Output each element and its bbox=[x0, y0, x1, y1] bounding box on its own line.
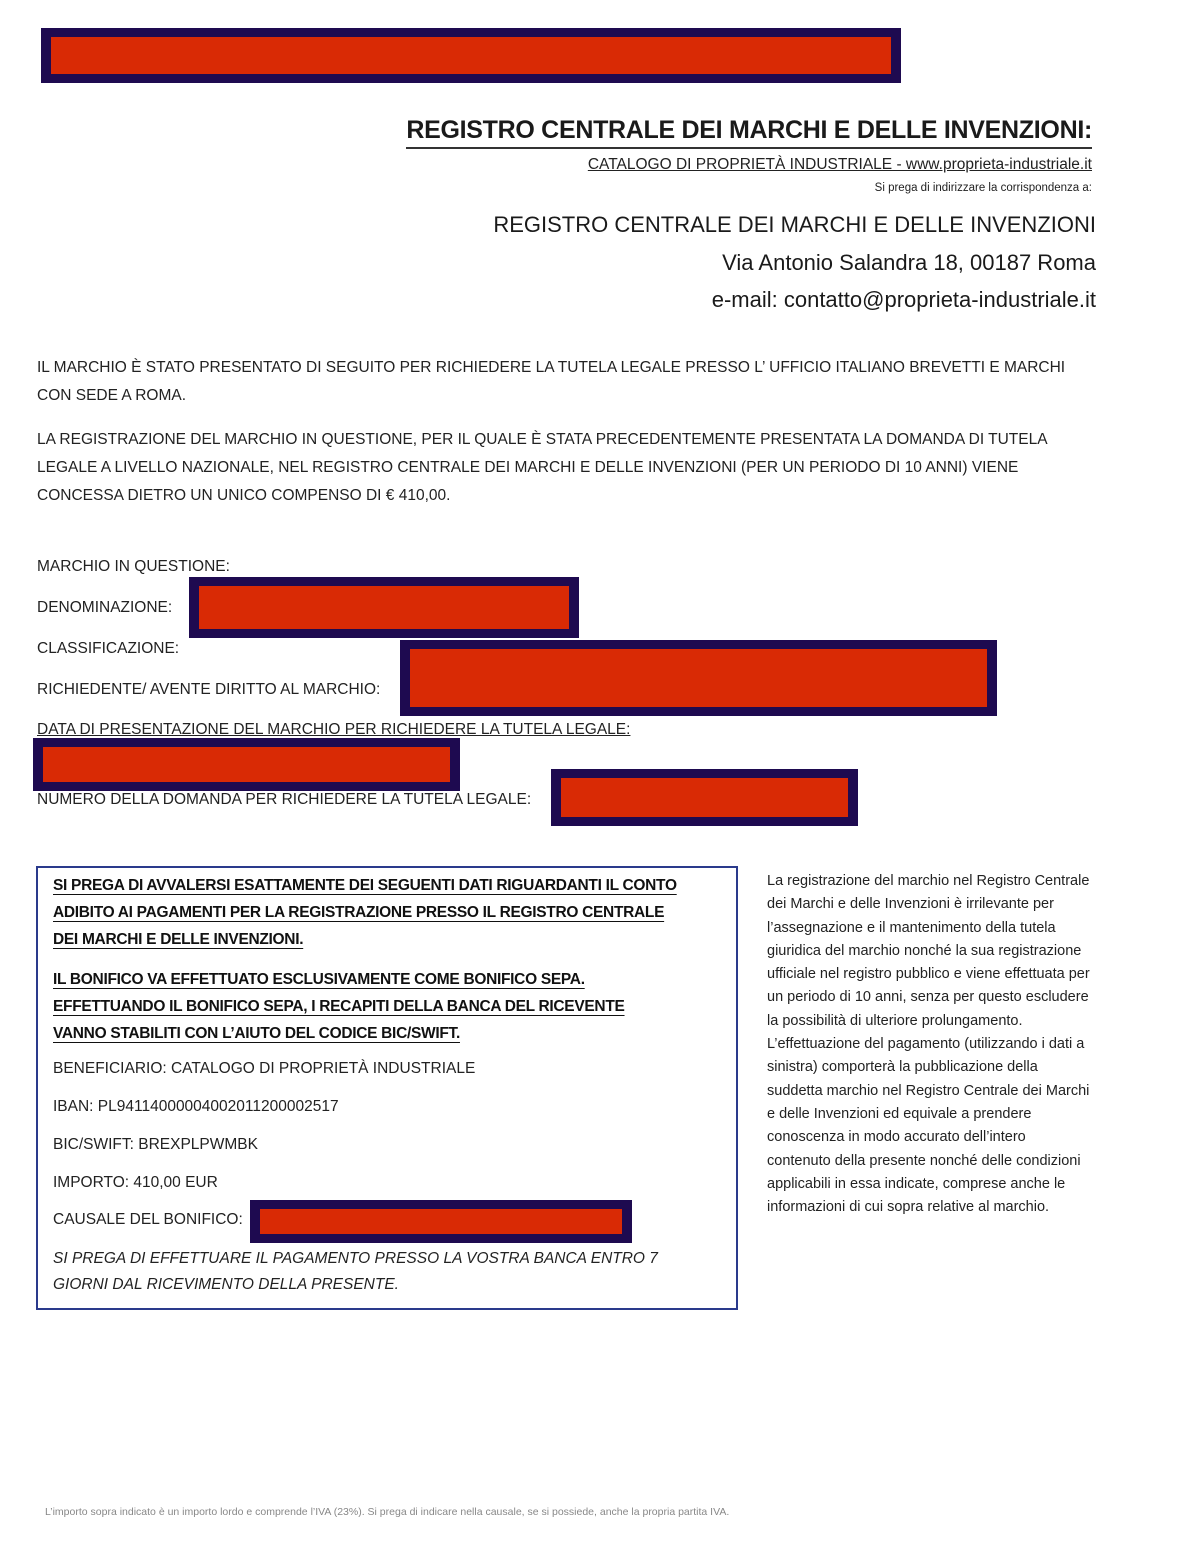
payment-instruction-account: SI PREGA DI AVVALERSI ESATTAMENTE DEI SEGUENTI DATI RIGUARDANTI IL CONTO ADIBITO AI PAGAMENTI PER LA REGISTRAZIONE PRESSO IL REGISTRO CENTRALE DEI MARCHI E DELLE INVENZIONI. bbox=[53, 877, 677, 948]
bic-swift-line: BIC/SWIFT: BREXPLPWMBK bbox=[53, 1136, 258, 1153]
redaction-fill bbox=[561, 778, 848, 817]
correspondence-note: Si prega di indirizzare la corrispondenza a: bbox=[874, 182, 1092, 194]
redaction-fill bbox=[410, 649, 987, 707]
beneficiario-line: BENEFICIARIO: CATALOGO DI PROPRIETÀ INDUSTRIALE bbox=[53, 1060, 476, 1077]
redaction-fill bbox=[43, 747, 450, 782]
redaction-fill bbox=[51, 37, 891, 74]
denominazione-label: DENOMINAZIONE: bbox=[37, 599, 173, 616]
classificazione-label: CLASSIFICAZIONE: bbox=[37, 640, 180, 657]
redacted-data-presentazione bbox=[33, 738, 460, 791]
causale-label: CAUSALE DEL BONIFICO: bbox=[53, 1211, 243, 1228]
data-presentazione-label: DATA DI PRESENTAZIONE DEL MARCHIO PER RICHIEDERE LA TUTELA LEGALE: bbox=[37, 721, 631, 738]
importo-line: IMPORTO: 410,00 EUR bbox=[53, 1174, 218, 1191]
richiedente-label: RICHIEDENTE/ AVENTE DIRITTO AL MARCHIO: bbox=[37, 681, 381, 698]
redacted-causale bbox=[250, 1200, 632, 1243]
address-name: REGISTRO CENTRALE DEI MARCHI E DELLE INVENZIONI bbox=[493, 212, 1096, 237]
redacted-sender-block bbox=[41, 28, 901, 83]
catalog-subtitle-link[interactable]: CATALOGO DI PROPRIETÀ INDUSTRIALE - www.proprieta-industriale.it bbox=[587, 156, 1092, 173]
side-disclaimer: La registrazione del marchio nel Registro Centrale dei Marchi e delle Invenzioni è irrilevante per l’assegnazione e il mantenimento della tutela giuridica del marchio nonché la sua registrazione ufficiale nel registro pubblico e viene effettuata per un periodo di 10 anni, senza per questo escludere la possibilità di ulteriore prolungamento. L’effettuazione del pagamento (utilizzando i dati a sinistra) comporterà la pubblicazione della suddetta marchio nel Registro Centrale dei Marchi e delle Invenzioni ed equivale a prendere conoscenza in modo accurato dell’intero contenuto della presente nonché delle condizioni applicabili in essa indicate, comprese anche le informazioni di cui sopra relative al marchio. bbox=[767, 873, 1090, 1216]
fee-paragraph: LA REGISTRAZIONE DEL MARCHIO IN QUESTIONE, PER IL QUALE È STATA PRECEDENTEMENTE PRESENTATA LA DOMANDA DI TUTELA LEGALE A LIVELLO NAZIONALE, NEL REGISTRO CENTRALE DEI MARCHI E DELLE INVENZIONI (PER UN PERIODO DI 10 ANNI) VIENE CONCESSA DIETRO UN UNICO COMPENSO DI € 410,00. bbox=[37, 431, 1047, 504]
redaction-fill bbox=[260, 1209, 622, 1234]
redaction-fill bbox=[199, 586, 569, 629]
iban-line: IBAN: PL94114000004002011200002517 bbox=[53, 1098, 339, 1115]
redacted-numero-domanda bbox=[551, 769, 858, 826]
redacted-richiedente bbox=[400, 640, 997, 716]
vat-footnote: L’importo sopra indicato è un importo lordo e comprende l’IVA (23%). Si prega di indicare nella causale, se si possiede, anche la propria partita IVA. bbox=[45, 1506, 730, 1518]
address-street: Via Antonio Salandra 18, 00187 Roma bbox=[722, 250, 1096, 275]
trademark-section-label: MARCHIO IN QUESTIONE: bbox=[37, 558, 230, 575]
document-title: REGISTRO CENTRALE DEI MARCHI E DELLE INVENZIONI: bbox=[406, 116, 1092, 149]
payment-instruction-sepa: IL BONIFICO VA EFFETTUATO ESCLUSIVAMENTE COME BONIFICO SEPA. EFFETTUANDO IL BONIFICO SEPA, I RECAPITI DELLA BANCA DEL RICEVENTE VANNO STABILITI CON L’AIUTO DEL CODICE BIC/SWIFT. bbox=[53, 971, 625, 1042]
payment-deadline-note: SI PREGA DI EFFETTUARE IL PAGAMENTO PRESSO LA VOSTRA BANCA ENTRO 7 GIORNI DAL RICEVIMENTO DELLA PRESENTE. bbox=[53, 1250, 658, 1293]
address-email[interactable]: e-mail: contatto@proprieta-industriale.it bbox=[711, 287, 1096, 312]
numero-domanda-label: NUMERO DELLA DOMANDA PER RICHIEDERE LA TUTELA LEGALE: bbox=[37, 791, 532, 808]
redacted-denominazione bbox=[189, 577, 579, 638]
intro-paragraph: IL MARCHIO È STATO PRESENTATO DI SEGUITO PER RICHIEDERE LA TUTELA LEGALE PRESSO L’ UFFICIO ITALIANO BREVETTI E MARCHI CON SEDE A ROMA. bbox=[37, 359, 1066, 404]
